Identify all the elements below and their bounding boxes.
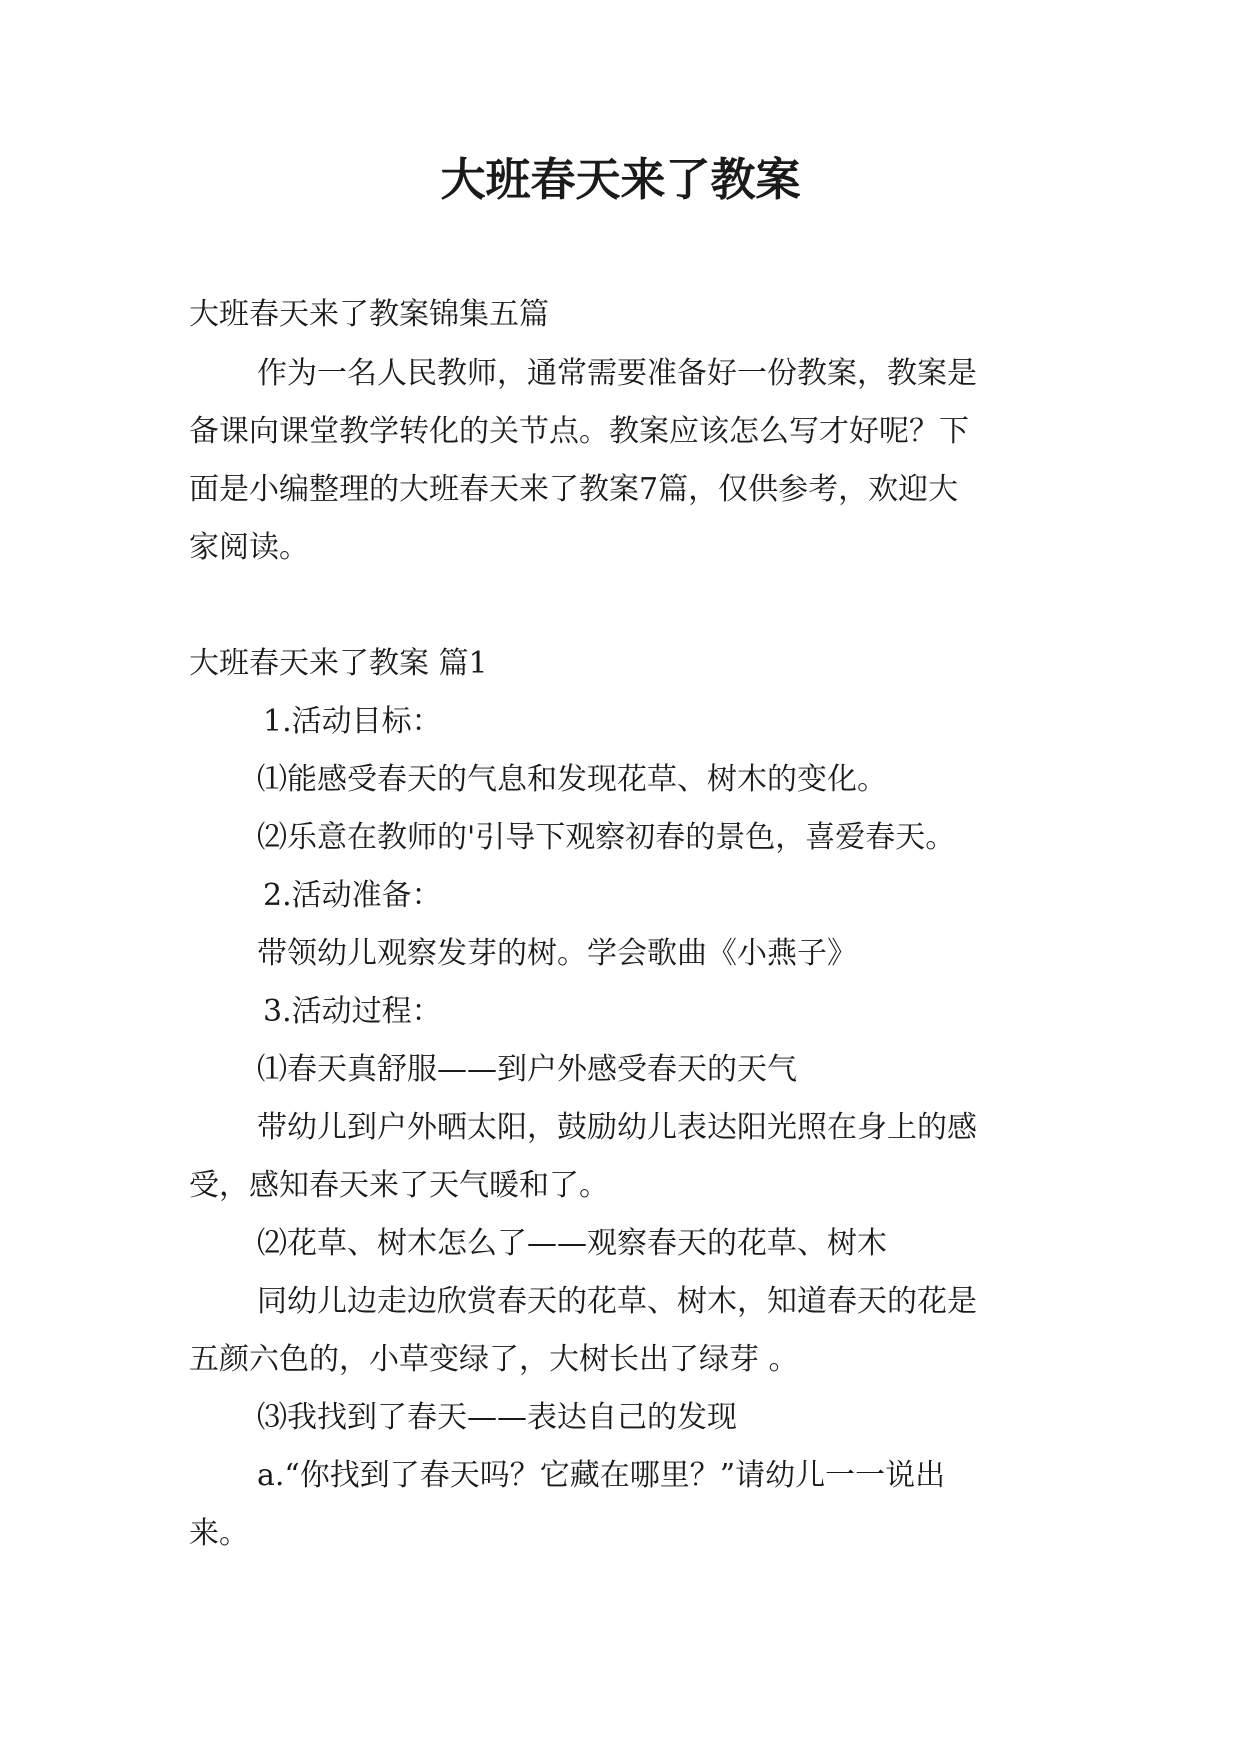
document-title: 大班春天来了教案: [440, 153, 801, 206]
body-line: 同幼儿边走边欣赏春天的花草、树木，知道春天的花是: [257, 1284, 977, 1319]
body-line: 来。: [189, 1516, 249, 1551]
list-item: ⑴春天真舒服——到户外感受春天的天气: [257, 1052, 797, 1087]
item-heading: 1.活动目标：: [263, 704, 442, 739]
section-heading: 大班春天来了教案 篇1: [189, 646, 488, 681]
body-line: a.“你找到了春天吗？它藏在哪里？”请幼儿一一说出: [257, 1458, 946, 1493]
intro-line: 作为一名人民教师，通常需要准备好一份教案，教案是: [257, 356, 977, 391]
subtitle: 大班春天来了教案锦集五篇: [189, 297, 549, 332]
body-line: 五颜六色的，小草变绿了，大树长出了绿芽 。: [189, 1342, 799, 1377]
intro-line: 家阅读。: [189, 530, 309, 565]
body-line: 带幼儿到户外晒太阳，鼓励幼儿表达阳光照在身上的感: [257, 1110, 977, 1145]
body-line: 受，感知春天来了天气暖和了。: [189, 1168, 609, 1203]
list-item: ⑵花草、树木怎么了——观察春天的花草、树木: [257, 1226, 887, 1261]
list-item: ⑵乐意在教师的'引导下观察初春的景色，喜爱春天。: [257, 820, 956, 855]
item-heading: 2.活动准备：: [263, 878, 442, 913]
item-heading: 3.活动过程：: [263, 994, 442, 1029]
intro-line: 面是小编整理的大班春天来了教案7篇，仅供参考，欢迎大: [189, 472, 959, 507]
list-item: ⑴能感受春天的气息和发现花草、树木的变化。: [257, 762, 887, 797]
intro-line: 备课向课堂教学转化的关节点。教案应该怎么写才好呢？下: [189, 414, 969, 449]
body-line: 带领幼儿观察发芽的树。学会歌曲《小燕子》: [257, 936, 857, 971]
list-item: ⑶我找到了春天——表达自己的发现: [257, 1400, 737, 1435]
